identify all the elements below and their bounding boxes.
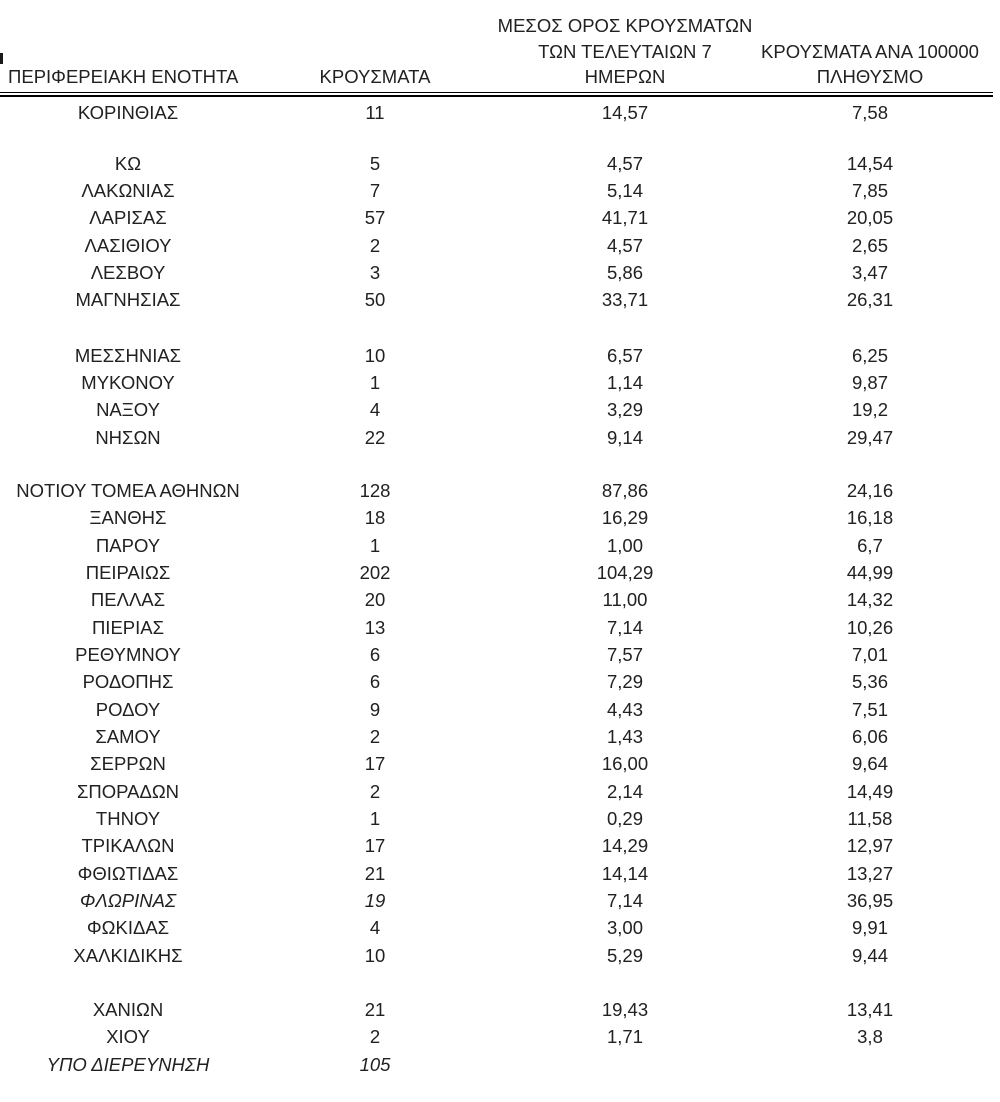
avg7-cell: 14,57 [601,102,649,124]
avg7-cell: 7,29 [606,671,643,693]
region-cell: ΣΠΟΡΑΔΩΝ [76,780,180,802]
cases-cell: 50 [364,289,386,311]
per100k-cell: 3,47 [851,261,888,283]
table-row [0,232,1000,259]
table-row [0,833,1000,860]
avg7-cell: 1,71 [606,1026,643,1048]
cases-cell: 19 [364,890,386,912]
table-row [0,287,1000,314]
region-cell: ΜΕΣΣΗΝΙΑΣ [74,344,182,366]
avg7-cell: 0,29 [606,808,643,830]
avg7-cell: 4,57 [606,152,643,174]
table-row [0,505,1000,532]
table-row [0,614,1000,641]
table-row [0,805,1000,832]
row-group-spacer [0,969,1000,996]
table-row [0,532,1000,559]
column-header-cases [256,64,494,90]
avg7-cell: 14,14 [601,862,649,884]
per100k-cell: 7,85 [851,179,888,201]
table-row [0,915,1000,942]
cases-cell: 17 [364,835,386,857]
avg7-cell: 1,14 [606,371,643,393]
avg7-cell: 7,14 [606,890,643,912]
per100k-cell: 19,2 [851,399,888,421]
per100k-cell: 9,64 [851,753,888,775]
table-row [0,669,1000,696]
column-header-per100k [756,39,984,90]
cases-cell: 6 [369,644,381,666]
table-row [0,424,1000,451]
table-row [0,342,1000,369]
avg7-cell: 7,57 [606,644,643,666]
table-row [0,942,1000,969]
avg7-cell: 3,00 [606,917,643,939]
table-body [0,97,1000,1079]
region-cell: ΠΙΕΡΙΑΣ [91,616,165,638]
per100k-cell: 16,18 [846,507,894,529]
avg7-cell: 7,14 [606,616,643,638]
table-row [0,205,1000,232]
avg7-cell: 9,14 [606,426,643,448]
cases-cell: 22 [364,426,386,448]
region-cell: ΠΕΙΡΑΙΩΣ [85,561,171,583]
avg7-cell: 16,29 [601,507,649,529]
column-header-cases-label: ΚΡΟΥΣΜΑΤΑ [319,66,431,87]
table-row [0,1051,1000,1078]
per100k-cell: 3,8 [857,1026,883,1048]
per100k-cell: 10,26 [846,616,894,638]
table-row [0,259,1000,286]
table-row [0,587,1000,614]
table-row [0,778,1000,805]
table-row [0,1024,1000,1051]
column-header-region [0,64,256,90]
per100k-cell: 9,87 [851,371,888,393]
cases-cell: 1 [369,371,381,393]
table-header [0,0,1000,90]
avg7-cell: 5,86 [606,261,643,283]
cases-cell: 57 [364,207,386,229]
per100k-cell: 5,36 [851,671,888,693]
per100k-cell: 2,65 [851,234,888,256]
row-group-spacer [0,451,1000,477]
region-cell: ΣΑΜΟΥ [95,726,161,748]
avg7-cell: 19,43 [601,999,649,1021]
cases-cell: 6 [369,671,381,693]
avg7-cell: 33,71 [601,289,649,311]
cases-cell: 4 [369,917,381,939]
cases-cell: 9 [369,698,381,720]
per100k-cell: 7,58 [851,102,888,124]
per100k-cell: 6,7 [857,534,883,556]
per100k-cell: 14,49 [846,780,894,802]
region-cell: ΞΑΝΘΗΣ [89,507,167,529]
table-row [0,696,1000,723]
cases-cell: 2 [369,234,381,256]
region-cell: ΦΛΩΡΙΝΑΣ [79,890,177,912]
cases-cell: 20 [364,589,386,611]
cases-cell: 4 [369,399,381,421]
per100k-cell: 29,47 [846,426,894,448]
column-header-avg7-line2: ΤΩΝ ΤΕΛΕΥΤΑΙΩΝ 7 [538,40,712,62]
per100k-cell: 14,54 [846,152,894,174]
per100k-cell: 6,25 [851,344,888,366]
cases-cell: 10 [364,944,386,966]
column-header-avg7-line3: ΗΜΕΡΩΝ [584,66,666,87]
per100k-cell: 36,95 [846,890,894,912]
cases-cell: 2 [369,726,381,748]
region-cell: ΚΩ [114,152,142,174]
avg7-cell: 3,29 [606,399,643,421]
per100k-cell: 20,05 [846,207,894,229]
cases-cell: 11 [365,102,385,124]
cases-cell: 7 [369,179,381,201]
row-group-spacer [0,127,1000,150]
cases-cell: 1 [369,808,381,830]
cases-cell: 128 [359,479,391,501]
cases-cell: 21 [364,999,386,1021]
cases-cell: 105 [359,1053,391,1075]
avg7-cell: 14,29 [601,835,649,857]
region-cell: ΡΟΔΟΥ [95,698,161,720]
avg7-cell: 104,29 [596,561,654,583]
per100k-cell: 6,06 [851,726,888,748]
region-cell: ΠΑΡΟΥ [95,534,161,556]
avg7-cell: 4,43 [606,698,643,720]
cases-cell: 13 [364,616,386,638]
left-edge-artifact [0,53,3,64]
region-cell: ΝΑΞΟΥ [96,399,160,421]
avg7-cell: 11,00 [602,589,648,611]
region-cell: ΥΠΟ ΔΙΕΡΕΥΝΗΣΗ [46,1053,210,1075]
region-cell: ΦΩΚΙΔΑΣ [86,917,170,939]
cases-cell: 2 [369,1026,381,1048]
per100k-cell: 11,58 [847,808,893,830]
region-cell: ΤΗΝΟΥ [95,808,161,830]
per100k-cell: 13,27 [846,862,894,884]
cases-cell: 10 [364,344,386,366]
per100k-cell: 9,91 [851,917,888,939]
per100k-cell: 9,44 [851,944,888,966]
column-header-region-label: ΠΕΡΙΦΕΡΕΙΑΚΗ ΕΝΟΤΗΤΑ [8,66,239,87]
region-cell: ΤΡΙΚΑΛΩΝ [81,835,175,857]
avg7-cell: 2,14 [606,780,643,802]
per100k-cell: 7,51 [851,698,888,720]
avg7-cell: 5,29 [606,944,643,966]
column-header-avg7-line1: ΜΕΣΟΣ ΟΡΟΣ ΚΡΟΥΣΜΑΤΩΝ [497,15,753,36]
region-cell: ΝΗΣΩΝ [95,426,161,448]
region-cell: ΡΟΔΟΠΗΣ [82,671,174,693]
cases-cell: 18 [364,507,386,529]
column-header-per100k-line1: ΚΡΟΥΣΜΑΤΑ ΑΝΑ 100000 [761,40,979,62]
region-cell: ΣΕΡΡΩΝ [90,753,166,775]
region-cell: ΛΕΣΒΟΥ [90,261,166,283]
per100k-cell: 24,16 [846,479,894,501]
region-cell: ΜΥΚΟΝΟΥ [81,371,175,393]
cases-cell: 1 [369,534,381,556]
table-row [0,723,1000,750]
cases-cell: 2 [369,780,381,802]
per100k-cell: 44,99 [846,561,894,583]
avg7-cell: 1,43 [606,726,643,748]
region-cell: ΛΑΡΙΣΑΣ [89,207,167,229]
column-header-per100k-line2: ΠΛΗΘΥΣΜΟ [816,66,924,87]
table-row [0,641,1000,668]
column-header-avg7 [494,13,756,90]
region-cell: ΜΑΓΝΗΣΙΑΣ [75,289,181,311]
region-cell: ΠΕΛΛΑΣ [90,589,166,611]
per100k-cell: 12,97 [846,835,894,857]
avg7-cell: 4,57 [606,234,643,256]
cases-cell: 21 [364,862,386,884]
region-cell: ΦΘΙΩΤΙΔΑΣ [77,862,179,884]
table-row [0,860,1000,887]
avg7-cell: 87,86 [601,479,649,501]
table-row [0,369,1000,396]
table-row [0,559,1000,586]
table-row [0,177,1000,204]
avg7-cell: 5,14 [606,179,643,201]
per100k-cell: 14,32 [846,589,894,611]
cases-cell: 202 [359,561,391,583]
region-cell: ΚΟΡΙΝΘΙΑΣ [77,102,179,124]
per100k-cell: 13,41 [846,999,894,1021]
cases-cell: 3 [369,261,381,283]
region-cell: ΡΕΘΥΜΝΟΥ [75,644,181,666]
region-cell: ΛΑΚΩΝΙΑΣ [81,179,175,201]
region-cell: ΧΑΛΚΙΔΙΚΗΣ [73,944,183,966]
region-cell: ΧΙΟΥ [106,1026,150,1048]
region-cell: ΛΑΣΙΘΙΟΥ [84,234,172,256]
table-row [0,150,1000,177]
avg7-cell: 6,57 [606,344,643,366]
table-row [0,100,1000,127]
avg7-cell: 41,71 [601,207,649,229]
avg7-cell: 1,00 [606,534,643,556]
table-row [0,887,1000,914]
region-cell: ΝΟΤΙΟΥ ΤΟΜΕΑ ΑΘΗΝΩΝ [16,479,240,501]
avg7-cell: 16,00 [601,753,649,775]
table-row [0,477,1000,504]
region-cell: ΧΑΝΙΩΝ [92,999,164,1021]
row-group-spacer [0,314,1000,342]
cases-cell: 5 [369,152,381,174]
table-row [0,996,1000,1023]
table-row [0,397,1000,424]
per100k-cell: 7,01 [851,644,888,666]
table-row [0,751,1000,778]
per100k-cell: 26,31 [846,289,894,311]
cases-cell: 17 [364,753,386,775]
